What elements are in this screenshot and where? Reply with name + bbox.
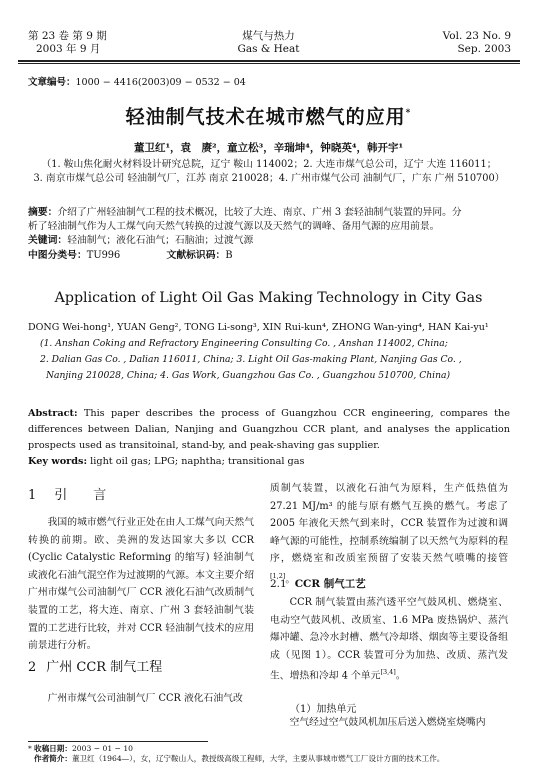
- classification-value: TU996: [86, 249, 121, 261]
- right-paragraph-1-end: 。: [285, 574, 296, 586]
- right-paragraph-2-text: CCR 制气装置由蒸汽透平空气鼓风机、燃烧室、电动空气鼓风机、改质室、1.6 MPa 废热锅炉、蒸汽爆冲罐、急冷水封槽、燃气冷却塔、烟囱等主要设备组成（见图 1）。CCR 装置可分为加热、改质、蒸汽发生、增热和冷却 4 个单元: [270, 597, 508, 682]
- title-footnote-mark: *: [405, 108, 412, 119]
- header-journal-en: Gas & Heat: [237, 43, 300, 55]
- document-number-label: 文章编号：: [28, 77, 76, 88]
- section-2-heading: [28, 656, 254, 675]
- keywords-en-label: Key words:: [28, 456, 88, 467]
- header-volume-en-block: [443, 30, 511, 56]
- affiliation-en-line: 2. Dalian Gas Co. , Dalian 116011, China; 3. Light Oil Gas-making Plant, Nanjing Gas Co. ,: [40, 354, 462, 365]
- right-column-paragraph-3: 空气经过空气鼓风机加压后送入燃烧室烧嘴内: [289, 717, 486, 728]
- keywords-cn-label: 关键词：: [28, 235, 68, 247]
- abstract-cn-label: 摘要：: [28, 207, 58, 218]
- right-column-paragraph-2: [270, 594, 508, 685]
- abstract-cn: [28, 206, 510, 263]
- footnote: * 收稿日期：2003 − 01 − 10 作者简介：董卫红（1964—），女，辽宁鞍山人，教授级高级工程师，大学，主要从事城市燃气工厂设计方面的技术工作。: [28, 744, 445, 763]
- right-column-paragraph-1: [270, 480, 508, 589]
- affiliation-en-line: Nanjing 210028, China; 4. Gas Work, Guangzhou Gas Co. , Guangzhou 510700, China): [46, 370, 451, 381]
- reference-mark: [1,2]: [270, 571, 286, 580]
- section-2-number: 2: [28, 660, 37, 675]
- abstract-cn-text: 介绍了广州轻油制气工程的技术概况，比较了大连、南京、广州 3 套轻油制气装置的异同。分: [57, 207, 462, 218]
- section-1-number: 1: [28, 488, 37, 503]
- abstract-cn-text-2: 析了轻油制气作为人工煤气向天然气转换的过渡气源以及天然气的调峰、备用气源的应用前景。: [28, 221, 440, 233]
- bio-text: 董卫红（1964—），女，辽宁鞍山人，教授级高级工程师，大学，主要从事城市燃气工厂设计方面的技术工作。: [71, 754, 445, 763]
- bio-label: 作者简介：: [34, 754, 72, 763]
- section-1-heading: [28, 484, 254, 503]
- affiliation-cn-line: （1. 鞍山焦化耐火材料设计研究总院，辽宁 鞍山 114002；2. 大连市煤气总公司，辽宁 大连 116011；: [41, 159, 497, 170]
- received-date: 2003 − 01 − 10: [71, 744, 134, 753]
- header-volume-en: Vol. 23 No. 9: [442, 30, 511, 42]
- doc-code-value: B: [225, 249, 233, 261]
- affiliations-en: [40, 336, 510, 384]
- abstract-en-label: Abstract:: [28, 408, 78, 419]
- header-rule: [18, 60, 520, 62]
- abstract-en-text: This paper describes the process of Guangzhou CCR engineering, compares the differences between Dalian, Nanjing and Guangzhou CCR plant, and analyses the application prospects used as transitoinal, stand-by, and peak-shaving gas supplier.: [28, 408, 510, 451]
- right-paragraph-1-text: 质制气装置，以液化石油气为原料，生产低热值为 27.21 MJ/m³ 的能与原有燃气互换的燃气。考虑了 2005 年液化天然气到来时，CCR 装置作为过渡和调峰气源的可能性，控制系统编制了以天然气为原料的程序，燃烧室和改质室预留了安装天然气喷嘴的接管: [270, 483, 508, 565]
- subsection-2-1-heading: [270, 576, 508, 591]
- right-paragraph-2-end: 。: [395, 670, 406, 682]
- keywords-en: light oil gas; LPG; naphtha; transitional gas: [87, 456, 305, 467]
- header-rule-thin: [18, 63, 520, 64]
- classification-label: 中图分类号：: [28, 249, 87, 261]
- section-2-title: 广州 CCR 制气工程: [46, 660, 163, 675]
- heating-unit-label: （1）加热单元: [290, 704, 357, 715]
- authors-en: DONG Wei-hong¹, YUAN Geng², TONG Li-song³, XIN Rui-kun⁴, ZHONG Wan-ying⁴, HAN Kai-yu¹: [28, 322, 489, 333]
- title-cn-text: 轻油制气技术在城市燃气的应用: [125, 106, 406, 128]
- affiliation-en-line: (1. Anshan Coking and Refractory Engineering Consulting Co. , Anshan 114002, China;: [40, 338, 448, 349]
- header-journal-cn: 煤气与热力: [242, 30, 295, 42]
- title-cn: [0, 102, 537, 129]
- doc-code-label: 文献标识码：: [166, 249, 226, 261]
- received-label: 收稿日期：: [34, 744, 72, 753]
- authors-cn: 董卫红¹，袁 赓²，童立松³，辛瑞坤⁴，钟晓英⁴，韩开宇¹: [133, 142, 404, 154]
- keywords-cn: 轻油制气；液化石油气；石脑油；过渡气源: [67, 235, 254, 247]
- reference-mark: [3,4]: [380, 668, 396, 677]
- section-1-paragraph: 我国的城市燃气行业正处在由人工煤气向天然气转换的前期。欧、美洲的发达国家大多以 CCR (Cyclic Catalystic Reforming 的缩写) 轻油制气或液化石油气混空作为过渡期的气源。本文主要介绍广州市煤气公司油制气厂 CCR 液化石油气改质制气装置的工艺，将大连、南京、广州 3 套轻油制气装置的工艺进行比较，并对 CCR 轻油制气技术的应用前景进行分析。: [28, 517, 254, 652]
- subsection-2-1-number: 2.1: [270, 578, 287, 590]
- section-1-title: 引 言: [54, 488, 107, 503]
- affiliations-cn: [28, 158, 510, 186]
- header-volume-cn: 第 23 卷 第 9 期: [28, 30, 107, 42]
- footnote-rule: [28, 741, 208, 742]
- affiliation-cn-line: 3. 南京市煤气总公司 轻油制气厂，江苏 南京 210028；4. 广州市煤气公司 油制气厂，广东 广州 510700）: [33, 173, 505, 184]
- header-date-en: Sep. 2003: [457, 43, 511, 55]
- header-date-cn: 2003 年 9 月: [36, 43, 101, 55]
- section-2-paragraph-start: 广州市煤气公司油制气厂 CCR 液化石油气改: [47, 693, 243, 704]
- subsection-2-1-title: CCR 制气工艺: [294, 578, 366, 590]
- document-number: [28, 74, 246, 88]
- abstract-en: [28, 406, 510, 470]
- document-number-value: 1000 − 4416(2003)09 − 0532 − 04: [75, 77, 246, 88]
- title-en: Application of Light Oil Gas Making Technology in City Gas: [54, 290, 483, 306]
